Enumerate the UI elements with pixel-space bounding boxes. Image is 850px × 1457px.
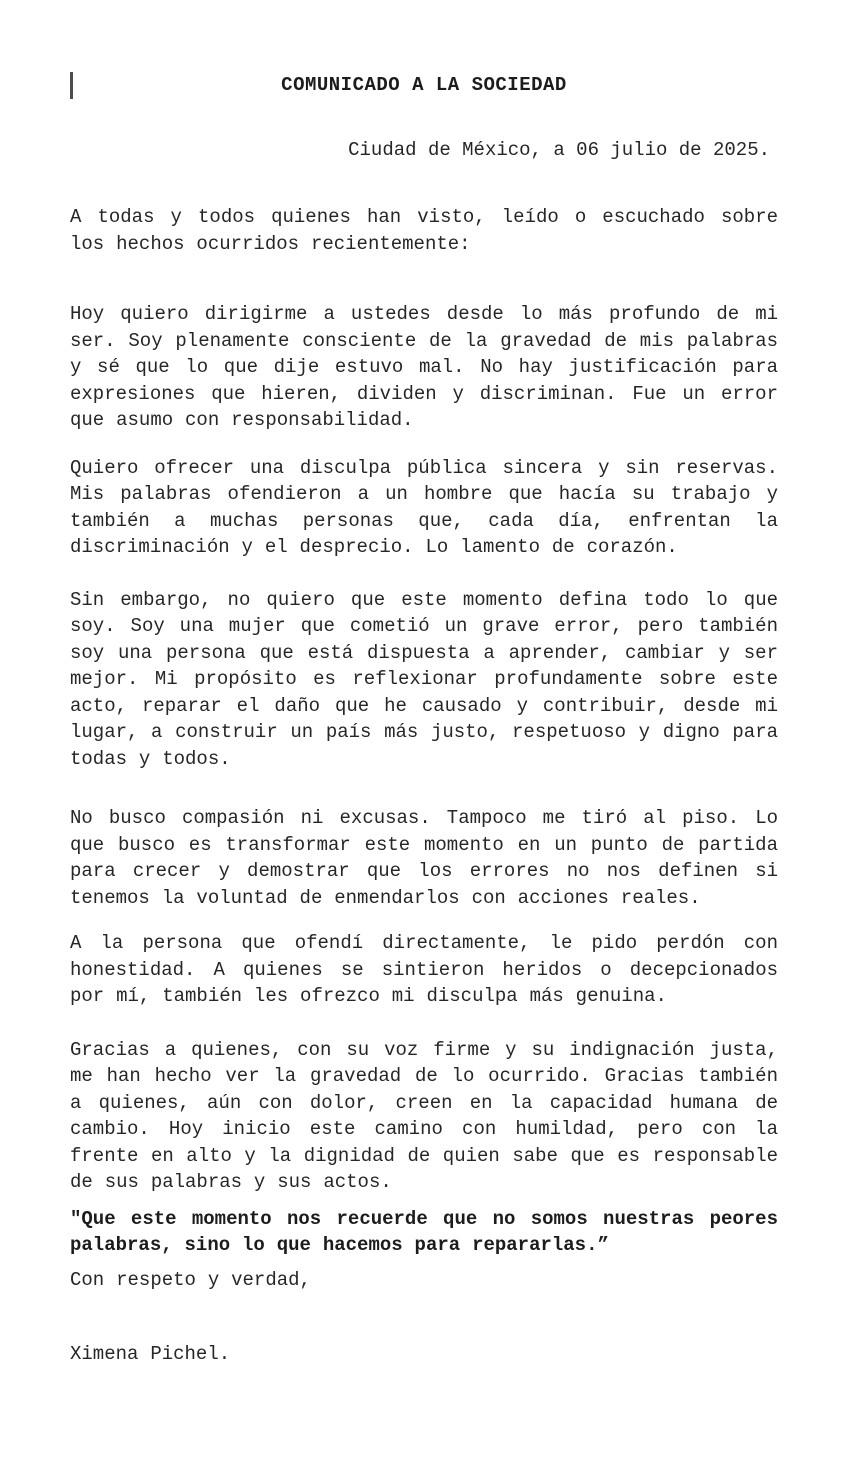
paragraph-3: Sin embargo, no quiero que este momento defina todo lo que soy. Soy una mujer que cometió un grave error, pero también soy una persona que está dispuesta a aprender, cambiar y ser mejor. Mi propósito es reflexionar profundamente sobre este acto, reparar el daño que he causado y contribuir, desde mi lugar, a construir un país más justo, respetuoso y digno para todas y todos. [70,588,778,770]
closing-line: Con respeto y verdad, [70,1268,311,1291]
closing-quote: "Que este momento nos recuerde que no somos nuestras peores palabras, sino lo que hacemos para repararlas.” [70,1207,778,1256]
paragraph-2: Quiero ofrecer una disculpa pública sincera y sin reservas. Mis palabras ofendieron a un hombre que hacía su trabajo y también a muchas personas que, cada día, enfrentan la discriminación y el desprecio. Lo lamento de corazón. [70,456,778,558]
paragraph-4: No busco compasión ni excusas. Tampoco me tiró al piso. Lo que busco es transformar este momento en un punto de partida para crecer y demostrar que los errores no nos definen si tenemos la voluntad de enmendarlos con acciones reales. [70,807,778,909]
salutation: A todas y todos quienes han visto, leído o escuchado sobre los hechos ocurridos recientemente: [70,206,778,255]
paragraph-5: A la persona que ofendí directamente, le pido perdón con honestidad. A quienes se sintieron heridos o decepcionados por mí, también les ofrezco mi disculpa más genuina. [70,932,778,1007]
text-cursor-caret [70,72,73,99]
paragraph-6: Gracias a quienes, con su voz firme y su indignación justa, me han hecho ver la gravedad de lo ocurrido. Gracias también a quienes, aún con dolor, creen en la capacidad humana de cambio. Hoy inicio este camino con humildad, pero con la frente en alto y la dignidad de quien sabe que es responsable de sus palabras y sus actos. [70,1038,778,1193]
signature: Ximena Pichel. [70,1343,231,1365]
dateline: Ciudad de México, a 06 julio de 2025. [348,139,770,161]
document-title: COMUNICADO A LA SOCIEDAD [281,74,567,96]
paragraph-1: Hoy quiero dirigirme a ustedes desde lo más profundo de mi ser. Soy plenamente consciente de la gravedad de mis palabras y sé que lo que dije estuvo mal. No hay justificación para expresiones que hieren, dividen y discriminan. Fue un error que asumo con responsabilidad. [70,303,778,431]
